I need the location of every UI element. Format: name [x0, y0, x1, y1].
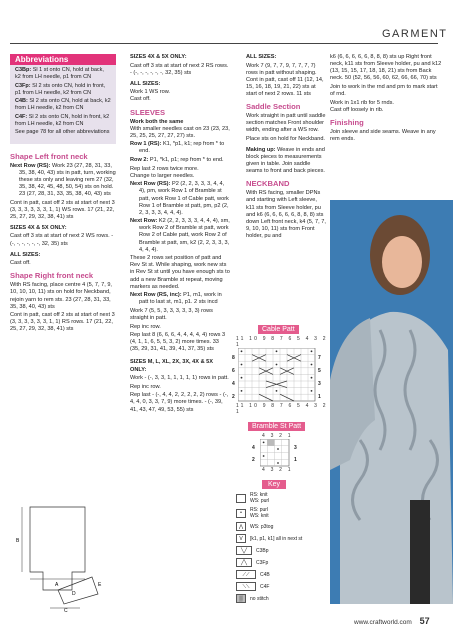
section-header: GARMENT	[382, 28, 448, 40]
key-item: • RS: purl WS: knit	[236, 507, 328, 519]
shape-left-p1: Next Row (RS): Work 23 (27, 28, 31, 33, 35, 38, 40, 43) sts in patt, turn, working these sts only and leaving rem 27 (32, 35, 38, 42, 45, 48, 50, 54) sts on hold. 23 (27, 28, 31, 33, 35, 38, 40, 43) sts	[10, 162, 116, 197]
schematic-label-c: C	[64, 608, 68, 612]
cable-col-numbers-top: 11 10 9 8 7 6 5 4 3 2 1	[236, 336, 328, 348]
col2-p2a: Work 1 WS row.	[130, 89, 170, 96]
key-item: ▒ no stitch	[236, 594, 328, 603]
schematic-label-d: D	[72, 591, 76, 597]
col3-p4: With RS facing, smaller DPNs and starting with Left sleeve, k11 sts from Sleeve holder, pu and k6 (6, 6, 6, 6, 6, 8, 8, 8) sts down Left front neck, k4 (5, 7, 7, 9, 10, 10, 11) sts from Front holder, pu and	[246, 190, 326, 239]
abbreviations-list	[10, 65, 116, 140]
column-1	[10, 54, 116, 335]
shape-left-all-sizes: ALL SIZES:	[10, 251, 41, 258]
col2-p1: Cast off 3 sts at start of next 2 RS rows. - (-, -, -, -, -, -, 32, 35) sts	[130, 62, 229, 76]
col4-p2: Join to work in the rnd and pm to mark start of rnd.	[330, 83, 438, 97]
col2-p5: Change to larger needles.	[130, 172, 195, 179]
neckband-title: NECKBAND	[246, 179, 290, 189]
cable-row-labels-right: 7 5 3 1	[318, 355, 321, 400]
bramble-row-labels-left: 4 2	[252, 445, 255, 463]
col3-makeup: Making up: Weave in ends and block pieces to measurements given in table. Join saddle seams to front and back pieces.	[246, 146, 325, 175]
shape-left-p2: Cont in patt, cast off 2 sts at start of next 3 (3, 3, 3, 3, 3, 3, 1, 1) WS rows. 17 (21, 22, 25, 27, 29, 32, 38, 41) sts	[10, 199, 115, 220]
column-3	[246, 54, 326, 241]
key-item: ⋀ WS: p3tog	[236, 522, 328, 531]
col3-p2: Work straight in patt until saddle section matches Front shoulder width, ending after a WS row.	[246, 113, 326, 134]
col4-p1: k6 (6, 6, 6, 6, 6, 8, 8, 8) sts up Right front neck, k11 sts from Sleeve holder, pu and k12 (13, 15, 15, 17, 18, 18, 21) sts from Back neck. 50 (52, 56, 56, 60, 62, 66, 66, 70) sts	[330, 54, 442, 82]
bramble-chart-title: Bramble St Patt	[248, 422, 305, 431]
bramble-col-numbers-bottom: 4 3 2 1	[262, 467, 293, 473]
page-number: 57	[419, 616, 430, 626]
bramble-row-labels-right: 3 1	[294, 445, 297, 463]
abbrev-see-page: See page 78 for all other abbreviations	[15, 129, 110, 136]
shape-left-cast-off: Cast off.	[10, 260, 31, 267]
key-item: ╱╲ C3Fp	[236, 558, 328, 567]
schematic-label-e: E	[98, 582, 102, 588]
col2-p9: Rep last 8 (6, 6, 6, 4, 4, 4, 4, 4) rows 3 (4, 1, 1, 6, 5, 5, 3, 2) more times. 33 (35, 29, 31, 41, 39, 41, 37, 35) sts	[130, 332, 226, 353]
footer-url: www.craftworld.com	[354, 619, 412, 626]
col3-p1: Work 7 (9, 7, 7, 9, 7, 7, 7, 7) rows in patt without shaping. Cont in patt, cast off 11 (12, 14, 15, 16, 18, 19, 21, 22) sts at start of next 2 rows. 11 sts	[246, 62, 324, 97]
col2-nr1: Next Row (RS): P2 (2, 2, 3, 3, 3, 4, 4, 4), pm, work Row 1 of Bramble st patt, work Row 1 of Cable patt, work Row 1 of Bramble st patt, pm, p2 (2, 2, 3, 3, 3, 4, 4, 4).	[130, 181, 229, 216]
key-list	[236, 492, 328, 603]
cable-row-labels-left: 8 6 4 2	[232, 355, 235, 400]
key-item: ⟋⟋ C4B	[236, 570, 328, 579]
col2-p2b: Cast off.	[130, 96, 151, 103]
col2-p6: These 2 rows set position of patt and Rev St st. While shaping, work new sts in Rev St st until you have enough sts to add a new Bramble st repeat, moving markers as needed.	[130, 255, 230, 290]
col2-p12: Rep last - (-, 4, 4, 2, 2, 2, 2, 2) rows - (-, 4, 4, 0, 3, 3, 7, 9) more times. - (-, 39, 41, 43, 47, 49, 53, 55) sts	[130, 392, 229, 413]
sleeves-both-label: Work both the same	[130, 118, 184, 125]
abbreviations-box	[10, 54, 116, 144]
col4-p4: Cast off loosely in rib.	[330, 106, 384, 113]
column-4	[330, 54, 443, 144]
col2-p8: Rep inc row.	[130, 323, 161, 330]
key-item: ⟍⟍ C4F	[236, 582, 328, 591]
abbrev-item: C4F: Sl 2 sts onto CN, hold in front, k2 from LH needle, k2 from CN	[15, 113, 110, 127]
shape-right-p2: Cont in patt, cast off 2 sts at start of next 3 (3, 3, 3, 3, 3, 3, 1, 1) RS rows. 17 (21, 22, 25, 27, 29, 32, 38, 41) sts	[10, 312, 115, 333]
abbrev-item: C3Fp: Sl 2 sts onto CN, hold in front, p1 from LH needle, k2 from CN	[15, 82, 106, 96]
shape-left-p3: Cast off 3 sts at start of next 2 WS rows. - (-, -, -, -, -, -, 32, 35) sts	[10, 233, 114, 247]
sleeves-title: SLEEVES	[130, 107, 166, 117]
key-item: V [k1, p1, k1] all in next st	[236, 534, 328, 543]
header-rule	[10, 43, 438, 44]
col2-p7: Work 7 (5, 5, 3, 3, 3, 3, 3, 3) rows straight in patt.	[130, 307, 213, 321]
col2-sizes-label: SIZES 4X & 5X ONLY:	[130, 54, 187, 60]
col2-p11: Rep inc row.	[130, 383, 161, 390]
col4-p3: Work in 1x1 rib for 5 rnds.	[330, 99, 394, 106]
cable-col-numbers-bottom: 11 10 9 8 7 6 5 4 3 2 1	[236, 403, 328, 415]
key-item: ╲╱ C3Bp	[236, 546, 328, 555]
col2-sizes2-label: SIZES M, L, XL, 2X, 3X, 4X & 5X ONLY:	[130, 359, 213, 373]
col2-p10: Work - (-, 3, 3, 1, 1, 1, 1, 1) rows in patt.	[130, 375, 229, 382]
col2-row1: Row 1 (RS): K1, *p1, k1; rep from * to end.	[130, 141, 225, 155]
charts-area	[232, 318, 328, 606]
col2-nr3: Next Row (RS, inc): P1, m1, work in patt to last st, m1, p1. 2 sts incd	[130, 292, 222, 306]
finishing-title: Finishing	[330, 117, 364, 127]
key-item: RS: knit WS: purl	[236, 492, 328, 504]
shape-right-title: Shape Right front neck	[10, 271, 94, 281]
schematic-body	[30, 507, 85, 590]
shape-left-title: Shape Left front neck	[10, 151, 88, 161]
col3-p3: Place sts on hold for Neckband.	[246, 135, 325, 142]
col2-row2: Row 2: P1, *k1, p1; rep from * to end.	[130, 157, 224, 164]
cable-chart	[232, 348, 328, 402]
shape-left-sizes-label: SIZES 4X & 5X ONLY:	[10, 224, 67, 231]
shape-right-p1: With RS facing, place centre 4 (5, 7, 7, 9, 10, 10, 10, 11) sts on hold for Neckband, rejoin yarn to rem sts. 23 (27, 28, 31, 33, 35, 38, 40, 43) sts	[10, 282, 112, 310]
bramble-no-stitch	[267, 439, 274, 446]
col2-p4: Rep last 2 rows twice more.	[130, 165, 199, 172]
saddle-title: Saddle Section	[246, 102, 301, 112]
abbreviations-title: Abbreviations	[10, 54, 116, 65]
schematic-diagram	[10, 502, 105, 612]
col4-p5: Join sleeve and side seams. Weave in any rem ends.	[330, 128, 436, 142]
schematic-label-b: B	[16, 538, 20, 544]
model-photo	[330, 200, 453, 604]
col2-nr2: Next Row: K2 (2, 2, 3, 3, 3, 4, 4, 4), sm, work Row 2 of Bramble st patt, work Row 2 of Cable patt, work Row 2 of Bramble st patt, sm, k2 (2, 2, 3, 3, 3, 4, 4, 4).	[130, 218, 230, 253]
cable-chart-grid	[238, 348, 316, 402]
bramble-chart-grid	[260, 439, 290, 467]
abbrev-item: C4B: Sl 2 sts onto CN, hold at back, k2 from LH needle, k2 from CN	[15, 98, 111, 112]
col2-all-sizes: ALL SIZES:	[130, 80, 161, 87]
bramble-chart	[232, 439, 328, 467]
page-footer	[354, 616, 430, 626]
schematic-label-a: A	[55, 582, 59, 588]
photo-face	[382, 236, 422, 288]
bramble-col-numbers-top: 4 3 2 1	[262, 433, 293, 439]
col3-all-sizes: ALL SIZES:	[246, 54, 277, 60]
key-title: Key	[262, 480, 286, 489]
photo-jeans	[410, 500, 430, 604]
cable-chart-title: Cable Patt	[258, 325, 299, 334]
column-2	[130, 54, 230, 415]
abbrev-item: C3Bp: Sl 1 st onto CN, hold at back, k2 from LH needle, p1 from CN	[15, 67, 104, 81]
col2-p3: With smaller needles cast on 23 (23, 23, 25, 25, 25, 27, 27, 27) sts.	[130, 125, 230, 139]
schematic-sleeve	[58, 577, 98, 604]
